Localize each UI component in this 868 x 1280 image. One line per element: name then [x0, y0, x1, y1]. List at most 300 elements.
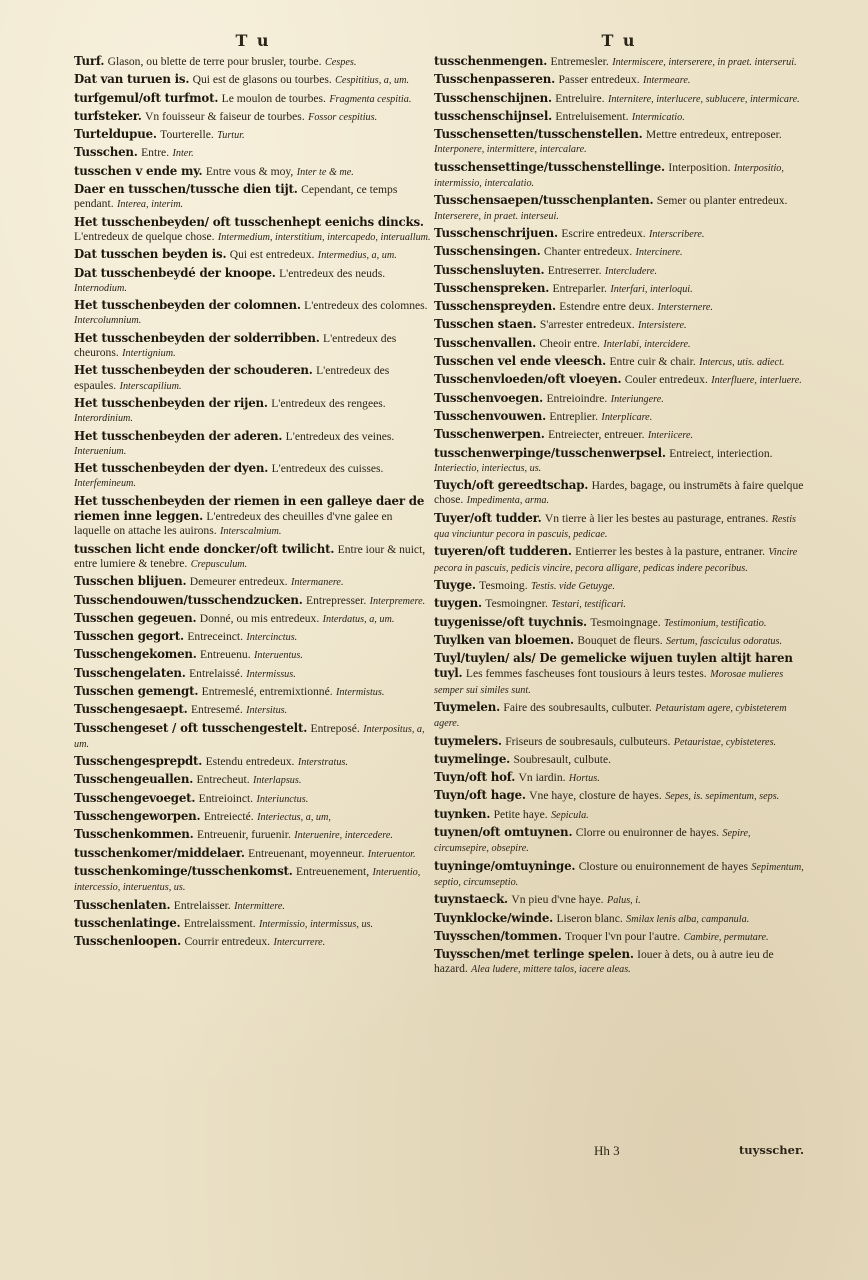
entry-french: Entreuenu. [200, 648, 251, 662]
entry-headword: Tusschenschrijuen. [434, 225, 558, 240]
entry-latin: Alea ludere, mittere talos, iacere aleas. [471, 964, 631, 976]
entry-headword: Tusschengelaten. [74, 665, 186, 680]
entry-french: Courrir entredeux. [184, 935, 271, 949]
entry-french: Entre vous & moy, [205, 164, 294, 178]
entry-latin: Interea, interim. [116, 199, 184, 211]
entry-french: Entierrer les bestes à la pasture, entraner. [575, 545, 766, 559]
dictionary-entry [74, 127, 432, 143]
dictionary-entry [74, 809, 432, 825]
entry-headword: Tuyn/oft hof. [434, 770, 516, 785]
entry-latin: Intermistus. [336, 686, 385, 698]
entry-french: Entreiecter, entreuer. [548, 428, 645, 442]
entry-latin: Testari, testificari. [551, 599, 626, 611]
dictionary-entry [434, 244, 804, 260]
dictionary-entry [74, 396, 432, 427]
entry-french: Hardes, bagage, ou instrumēts à faire quelque chose. [434, 479, 804, 507]
entry-latin: Intercludere. [604, 265, 658, 277]
entry-headword: tusschensettinge/tusschenstellinge. [434, 159, 665, 174]
dictionary-entry [434, 770, 804, 786]
entry-french: Cependant, ce temps pendant. [74, 183, 398, 211]
entry-french: Semer ou planter entredeux. [656, 194, 788, 208]
entry-french: Liseron blanc. [556, 911, 623, 925]
dictionary-entry [74, 215, 432, 246]
entry-french: Vn pieu d'vne haye. [511, 893, 604, 907]
entry-french: Closture ou enuironnement de hayes [578, 859, 749, 873]
dictionary-entry [434, 911, 804, 927]
entry-french: Vn tierre à lier les bestes au pasturage, entranes. [544, 511, 769, 525]
entry-headword: Tusschen staen. [434, 317, 537, 332]
dictionary-entry [434, 299, 804, 315]
dictionary-entry [434, 372, 804, 388]
entry-latin: Crepusculum. [190, 558, 248, 570]
dictionary-entry [74, 542, 432, 573]
entry-headword: tuynken. [434, 806, 491, 821]
entry-french: Entrelaisser. [173, 898, 231, 912]
entry-latin: Interscalmium. [220, 526, 282, 538]
entry-french: Le moulon de tourbes. [221, 91, 326, 105]
entry-french: Friseurs de soubresauls, culbuteurs. [505, 734, 671, 748]
entry-latin: Cespes. [324, 57, 357, 68]
entry-latin: Sepicula. [551, 809, 589, 821]
entry-headword: Tusschenspreken. [434, 280, 550, 295]
dictionary-entry [434, 391, 804, 407]
entry-french: Petite haye. [493, 807, 548, 821]
entry-headword: tuynen/oft omtuynen. [434, 825, 573, 840]
entry-headword: tuygenisse/oft tuychnis. [434, 614, 587, 629]
entry-french: Iouer à dets, ou à autre ieu de hazard. [434, 948, 774, 976]
entry-headword: Tuysschen/tommen. [434, 928, 562, 943]
entry-latin: Intermedius, a, um. [317, 250, 397, 262]
entry-headword: Tusschen gemengt. [74, 683, 199, 698]
entry-headword: tuynstaeck. [434, 892, 508, 907]
entry-french: Clorre ou enuironner de hayes. [575, 826, 719, 840]
entry-french: Tesmoing. [479, 578, 528, 592]
entry-latin: Interiungere. [610, 393, 664, 405]
entry-latin: Interordinium. [74, 413, 133, 425]
entry-french: Interposition. [668, 160, 731, 174]
entry-headword: Dat tusschenbeydé der knoope. [74, 265, 276, 280]
entry-french: Entre cuir & chair. [609, 355, 696, 369]
entry-headword: Tuymelen. [434, 699, 500, 714]
entry-latin: Interdatus, a, um. [322, 613, 395, 625]
entry-headword: Tusschengeset / oft tusschengestelt. [74, 720, 308, 735]
dictionary-entry [434, 72, 804, 88]
dictionary-entry [74, 684, 432, 700]
dictionary-entry [74, 772, 432, 788]
dictionary-entry [434, 947, 804, 978]
entry-latin: Intercolumnium. [74, 315, 142, 327]
dictionary-entry [74, 182, 432, 213]
dictionary-entry [434, 788, 804, 804]
entry-french: Demeurer entredeux. [189, 575, 288, 589]
entry-headword: Het tusschenbeyden der rijen. [74, 395, 268, 410]
entry-latin: Interpositio, intermissio, intercalatio. [434, 162, 784, 190]
entry-french: Entreplier. [549, 409, 599, 423]
entry-headword: Tuyn/oft hage. [434, 788, 526, 803]
entry-latin: Internodium. [74, 282, 127, 294]
entry-french: Les femmes fascheuses font tousiours à leurs testes. [465, 667, 707, 681]
entry-french: Cheoir entre. [539, 336, 600, 350]
entry-headword: Tuylken van bloemen. [434, 632, 574, 647]
entry-headword: Tusschen blijuen. [74, 574, 187, 589]
entry-latin: Morosae mulieres semper sui similes sunt. [434, 669, 784, 696]
entry-latin: Turtur. [217, 130, 245, 142]
entry-french: L'entredeux des colomnes. [304, 299, 428, 313]
dictionary-entry [74, 266, 432, 297]
running-head-right: T u [601, 31, 637, 50]
dictionary-entry [74, 331, 432, 362]
entry-headword: Tuyge. [434, 577, 476, 592]
entry-headword: Het tusschenbeyden der dyen. [74, 461, 269, 476]
dictionary-entry [74, 702, 432, 718]
dictionary-entry [434, 633, 804, 649]
entry-latin: Interstratus. [297, 757, 348, 769]
entry-french: Entreiect, interiection. [669, 446, 773, 460]
entry-latin: Cambire, permutare. [683, 931, 769, 943]
entry-latin: Intermissus. [246, 668, 296, 680]
entry-french: Entreioindre. [546, 391, 608, 405]
entry-latin: Sertum, fasciculus odoratus. [666, 635, 783, 647]
dictionary-entry [434, 446, 804, 477]
left-entries [74, 54, 432, 950]
entry-headword: Dat tusschen beyden is. [74, 247, 227, 262]
entry-headword: Daer en tusschen/tussche dien tijt. [74, 182, 298, 197]
entry-latin: Impedimenta, arma. [466, 495, 550, 507]
entry-latin: Intermittere. [234, 900, 285, 912]
entry-latin: Interplicare. [601, 411, 653, 423]
entry-headword: Tuynklocke/winde. [434, 910, 554, 925]
dictionary-entry [74, 721, 432, 753]
entry-latin: Testimonium, testificatio. [664, 617, 767, 629]
entry-french: Glason, ou blette de terre pour brusler, tourbe. [107, 55, 322, 68]
dictionary-entry [434, 734, 804, 750]
dictionary-entry [434, 354, 804, 370]
dictionary-entry [434, 478, 804, 509]
entry-latin: Sepimentum, septio, circumseptio. [434, 861, 804, 888]
entry-french: Faire des soubresaults, culbuter. [503, 700, 652, 714]
dictionary-entry [434, 752, 804, 768]
dictionary-entry [434, 193, 804, 224]
entry-headword: Tusschensetten/tusschenstellen. [434, 127, 643, 142]
dictionary-entry [74, 898, 432, 914]
dictionary-entry [434, 109, 804, 125]
entry-headword: Tusschen gegort. [74, 629, 184, 644]
entry-latin: Interuenium. [74, 445, 127, 457]
entry-headword: Het tusschenbeyden der colomnen. [74, 298, 301, 313]
entry-headword: Het tusschenbeyden der aderen. [74, 428, 283, 443]
dictionary-entry [74, 791, 432, 807]
entry-headword: Tusschensingen. [434, 244, 541, 259]
entry-headword: Het tusschenbeyden der riemen in een galleye daer de riemen inne leggen. [74, 493, 425, 524]
entry-headword: tusschen licht ende doncker/oft twilicht. [74, 541, 335, 556]
entry-french: Entreuenir, furuenir. [196, 828, 291, 842]
entry-latin: Cespititius, a, um. [335, 75, 409, 87]
dictionary-entry [74, 647, 432, 663]
entry-latin: Interserere, in praet. interseui. [434, 210, 559, 222]
entry-headword: Dat van turuen is. [74, 72, 190, 87]
entry-french: L'entredeux des cuisses. [271, 462, 384, 476]
entry-french: Tesmoingner. [485, 597, 548, 611]
entry-french: Entremesler. [550, 55, 609, 68]
entry-headword: Tusschengesprepdt. [74, 754, 203, 769]
entry-headword: Het tusschenbeyden der solderribben. [74, 330, 320, 345]
entry-headword: Tusschenvouwen. [434, 408, 547, 423]
dictionary-entry [434, 615, 804, 631]
entry-headword: tusschenlatinge. [74, 915, 181, 930]
entry-headword: Tusschengekomen. [74, 647, 197, 662]
entry-french: Entreserrer. [547, 263, 602, 277]
entry-headword: Tusschenlaten. [74, 897, 171, 912]
entry-headword: Tusschenschijnen. [434, 90, 552, 105]
entry-headword: Tusschengeuallen. [74, 772, 194, 787]
entry-french: Qui est de glasons ou tourbes. [192, 73, 332, 87]
entry-headword: tusschen v ende my. [74, 163, 203, 178]
dictionary-entry [434, 409, 804, 425]
entry-french: Vn fouisseur & faiseur de tourbes. [145, 109, 305, 123]
entry-french: L'entredeux de quelque chose. [74, 229, 215, 243]
entry-headword: Het tusschenbeyden der schouderen. [74, 363, 313, 378]
dictionary-entry [434, 281, 804, 297]
entry-latin: Testis. vide Getuyge. [531, 580, 615, 592]
entry-french: Entremeslé, entremixtionné. [201, 684, 333, 698]
entry-french: Entreioinct. [198, 791, 254, 805]
entry-headword: Tuyer/oft tudder. [434, 510, 542, 525]
running-head-left: T u [235, 31, 271, 50]
dictionary-entry [434, 651, 804, 698]
entry-latin: Interuentus. [253, 650, 303, 662]
entry-french: L'entredeux des neuds. [279, 266, 386, 280]
entry-latin: Interuentio, intercessio, interuentus, us. [74, 866, 421, 894]
entry-headword: Tusschenvoegen. [434, 390, 544, 405]
dictionary-entry [74, 629, 432, 645]
entry-french: Entreparler. [552, 281, 607, 295]
entry-latin: Intercinere. [635, 247, 683, 259]
entry-french: Entresemé. [190, 703, 243, 717]
entry-latin: Sepire, circumsepire, obsepire. [434, 828, 751, 855]
dictionary-entry [74, 91, 432, 107]
dictionary-entry [74, 754, 432, 770]
entry-french: L'entredeux des cheuilles d'vne galee en laquelle on attache les auirons. [74, 510, 393, 538]
entry-french: Chanter entredeux. [543, 245, 633, 259]
dictionary-entry [74, 109, 432, 125]
entry-french: Entreluire. [555, 91, 605, 105]
entry-french: Entrelaissment. [183, 916, 256, 930]
entry-latin: Intertignium. [122, 348, 176, 360]
entry-latin: Inter. [172, 148, 194, 160]
entry-latin: Intersistere. [637, 320, 687, 332]
dictionary-entry [434, 929, 804, 945]
entry-french: L'entredeux des veines. [285, 429, 395, 443]
dictionary-entry [74, 494, 432, 540]
entry-headword: Tusschenpasseren. [434, 72, 556, 87]
entry-latin: Interpremere. [369, 595, 426, 607]
entry-french: Entrepresser. [306, 593, 367, 607]
entry-latin: Inter te & me. [296, 166, 354, 178]
entry-headword: Tusschengeworpen. [74, 809, 201, 824]
entry-latin: Interiicere. [647, 430, 694, 442]
dictionary-entry [74, 164, 432, 180]
entry-french: Tourterelle. [160, 128, 214, 142]
dictionary-entry [434, 427, 804, 443]
entry-latin: Intersitus. [246, 705, 288, 717]
dictionary-entry [434, 127, 804, 158]
entry-headword: tuymelinge. [434, 751, 511, 766]
dictionary-entry [74, 916, 432, 932]
dictionary-entry [74, 461, 432, 492]
entry-latin: Interlabi, intercidere. [603, 338, 691, 350]
entry-latin: Internitere, interlucere, sublucere, intermicare. [607, 93, 800, 105]
entry-french: Qui est entredeux. [229, 248, 315, 262]
entry-headword: Tusschensaepen/tusschenplanten. [434, 193, 654, 208]
dictionary-entry [74, 864, 432, 896]
entry-latin: Interiectio, interiectus, us. [434, 462, 542, 474]
dictionary-entry [74, 54, 432, 70]
entry-headword: Tusschenvloeden/oft vloeyen. [434, 372, 622, 387]
dictionary-entry [74, 846, 432, 862]
entry-french: Tesmoingnage. [590, 615, 661, 629]
entry-headword: tuyeren/oft tudderen. [434, 544, 572, 559]
entry-french: Entrecheut. [196, 773, 250, 787]
entry-french: Couler entredeux. [624, 373, 708, 387]
dictionary-entry [434, 700, 804, 732]
dictionary-entry [434, 859, 804, 891]
entry-headword: Tusschenvallen. [434, 335, 537, 350]
left-column [74, 31, 432, 952]
entry-headword: Turteldupue. [74, 127, 157, 142]
dictionary-entry [434, 825, 804, 857]
entry-headword: turfgemul/oft turfmot. [74, 90, 219, 105]
entry-french: Estendu entredeux. [205, 755, 295, 769]
dictionary-entry [434, 578, 804, 594]
entry-headword: Tuych/oft gereedtschap. [434, 478, 589, 493]
dictionary-entry [434, 596, 804, 612]
entry-french: Bouquet de fleurs. [577, 633, 663, 647]
entry-french: L'entredeux des rengees. [271, 396, 386, 410]
entry-latin: Intercus, utis. adiect. [699, 357, 785, 369]
entry-headword: Tusschengevoeget. [74, 790, 196, 805]
dictionary-entry [74, 827, 432, 843]
entry-headword: tusschenkomer/middelaer. [74, 845, 245, 860]
entry-latin: Interfemineum. [74, 478, 136, 490]
entry-headword: Tusschenspreyden. [434, 299, 556, 314]
entry-french: Entreiecté. [203, 810, 254, 824]
entry-french: Vn iardin. [518, 771, 566, 785]
entry-latin: Interlapsus. [253, 775, 302, 787]
dictionary-entry [434, 336, 804, 352]
entry-latin: Sepes, is. sepimentum, seps. [665, 791, 780, 803]
entry-latin: Interiectus, a, um, [257, 812, 331, 824]
dictionary-entry [74, 574, 432, 590]
dictionary-entry [74, 934, 432, 950]
entry-latin: Intermissio, intermissus, us. [259, 918, 374, 930]
entry-latin: Interiunctus. [256, 793, 309, 805]
entry-latin: Interfluere, interluere. [711, 375, 802, 387]
right-entries [434, 54, 804, 978]
entry-french: Entreluisement. [555, 109, 629, 123]
signature-mark: Hh 3 [594, 1143, 620, 1158]
dictionary-entry [434, 807, 804, 823]
entry-latin: Palus, i. [606, 895, 641, 907]
dictionary-entry [434, 226, 804, 242]
entry-french: L'entredeux des cheurons. [74, 331, 397, 360]
entry-latin: Hortus. [568, 773, 600, 785]
dictionary-entry [74, 666, 432, 682]
entry-latin: Intermeare. [642, 75, 691, 87]
entry-headword: Tusschenloopen. [74, 934, 182, 949]
entry-headword: Tusschen vel ende vleesch. [434, 354, 607, 369]
dictionary-entry [74, 611, 432, 627]
entry-headword: tuyninge/omtuyninge. [434, 858, 576, 873]
entry-headword: Tusschenkommen. [74, 827, 194, 842]
entry-headword: tuygen. [434, 596, 482, 611]
entry-headword: Tuyl/tuylen/ als/ De gemelicke wijuen tuylen altijt haren tuyl. [434, 651, 793, 681]
entry-french: Entrelaissé. [189, 666, 243, 680]
dictionary-entry [434, 317, 804, 333]
entry-headword: tuymelers. [434, 733, 502, 748]
entry-headword: tusschenschijnsel. [434, 108, 553, 123]
entry-latin: Intermicatio. [631, 111, 685, 123]
entry-french: Entreceinct. [187, 630, 244, 644]
entry-latin: Smilax lenis alba, campanula. [626, 913, 750, 925]
entry-french: Escrire entredeux. [561, 226, 646, 240]
entry-headword: Tusschenwerpen. [434, 427, 545, 442]
entry-latin: Intersternere. [657, 302, 713, 314]
entry-latin: Intermedium, interstitium, intercapedo, interuallum. [217, 231, 431, 243]
entry-latin: Intermiscere, interserere, in praet. interserui. [612, 57, 797, 68]
entry-latin: Restis qua vinciuntur pecora in pascuis, pedicae. [434, 513, 797, 541]
entry-headword: Turf. [74, 54, 105, 68]
entry-latin: Intermanere. [290, 577, 344, 589]
entry-french: Passer entredeux. [558, 73, 640, 87]
entry-french: Entreposé. [310, 721, 360, 735]
dictionary-entry [74, 145, 432, 161]
dictionary-entry [74, 247, 432, 263]
entry-french: Vne haye, closture de hayes. [529, 789, 662, 803]
dictionary-entry [74, 429, 432, 460]
entry-latin: Interuenire, intercedere. [294, 830, 393, 842]
entry-latin: Intercurrere. [273, 937, 326, 949]
entry-latin: Petauristae, cybisteteres. [673, 736, 777, 748]
entry-headword: tusschenmengen. [434, 54, 548, 68]
dictionary-entry [74, 363, 432, 394]
entry-headword: Tusschen gegeuen. [74, 610, 197, 625]
entry-latin: Vincire pecora in pascuis, pedicis vincire, pecora alligare, pedicas indere pecoribus. [434, 547, 798, 574]
dictionary-entry [434, 892, 804, 908]
entry-french: Entreuenant, moyenneur. [248, 846, 365, 860]
entry-french: Donné, ou mis entredeux. [199, 611, 320, 625]
dictionary-entry [434, 91, 804, 107]
entry-latin: Interponere, intermittere, intercalare. [434, 144, 587, 156]
entry-french: S'arrester entredeux. [539, 318, 635, 332]
catchword: tuysscher. [739, 1143, 804, 1157]
dictionary-entry [74, 72, 432, 88]
entry-latin: Petauristam agere, cybisteterem agere. [434, 702, 787, 730]
entry-latin: Interuentor. [367, 848, 416, 860]
right-column [434, 31, 804, 980]
entry-latin: Interscapilium. [119, 380, 182, 392]
entry-latin: Interscribere. [649, 228, 705, 240]
dictionary-entry [434, 511, 804, 543]
entry-headword: Tusschen. [74, 145, 138, 160]
entry-headword: turfsteker. [74, 108, 142, 123]
entry-french: L'entredeux des espaules. [74, 364, 390, 392]
entry-headword: tusschenkominge/tusschenkomst. [74, 863, 293, 878]
dictionary-entry [434, 54, 804, 70]
entry-headword: Tusschendouwen/tusschendzucken. [74, 592, 303, 607]
entry-french: Entreuenement, [296, 864, 370, 878]
entry-french: Mettre entredeux, entreposer. [645, 128, 782, 142]
entry-latin: Fossor cespitius. [308, 111, 378, 123]
